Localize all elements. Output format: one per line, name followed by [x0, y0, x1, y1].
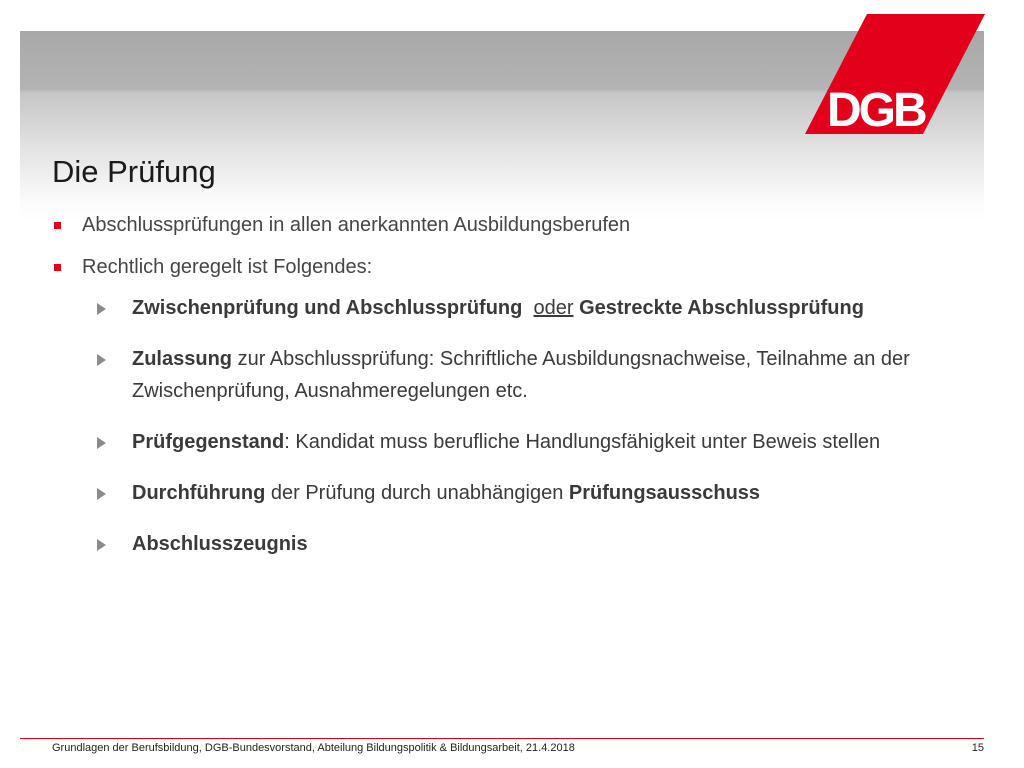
page-number: 15 [971, 742, 984, 754]
triangle-bullet-icon [97, 354, 106, 366]
sub-list [52, 292, 952, 560]
sub-list-item [52, 292, 952, 324]
content [52, 212, 952, 579]
dgb-logo [805, 14, 985, 134]
triangle-bullet-icon [97, 437, 106, 449]
triangle-bullet-icon [97, 488, 106, 500]
list-item-text: Abschlussprüfungen in allen anerkannten Ausbildungsberufen [82, 214, 631, 236]
triangle-bullet-icon [97, 303, 106, 315]
page-title: Die Prüfung [52, 154, 216, 189]
sub-item-bold: Durchführung [132, 482, 266, 504]
footer-text: Grundlagen der Berufsbildung, DGB-Bundesvorstand, Abteilung Bildungspolitik & Bildungsarbeit, 21.4.2018 [52, 742, 575, 754]
list-item-text: Rechtlich geregelt ist Folgendes: [82, 256, 373, 278]
sub-item-bold: Gestreckte Abschlussprüfung [579, 297, 864, 319]
sub-item-bold: Zulassung [132, 348, 233, 370]
sub-list-item [52, 343, 952, 407]
square-bullet-icon [54, 264, 61, 271]
sub-list-item [52, 477, 952, 509]
sub-list-item [52, 528, 952, 560]
list-item [52, 212, 952, 238]
sub-item-text: : Kandidat muss berufliche Handlungsfähigkeit unter Beweis stellen [284, 431, 881, 453]
sub-item-text: der Prüfung durch unabhängigen [265, 482, 569, 504]
list-item [52, 254, 952, 280]
sub-item-bold: Zwischenprüfung und Abschlussprüfung [132, 297, 523, 319]
sub-item-text: zur Abschlussprüfung: Schriftliche Ausbildungsnachweise, Teilnahme an der Zwischenprüfung, Ausnahmeregelungen etc. [132, 348, 910, 402]
sub-list-item [52, 426, 952, 458]
logo-text: DGB [827, 84, 925, 134]
sub-item-bold: Prüfgegenstand [132, 431, 285, 453]
sub-item-bold: Abschlusszeugnis [132, 533, 308, 555]
sub-item-bold: Prüfungsausschuss [568, 482, 761, 504]
square-bullet-icon [54, 222, 61, 229]
sub-item-underline: oder [533, 297, 574, 319]
footer-divider [20, 738, 984, 739]
triangle-bullet-icon [97, 539, 106, 551]
